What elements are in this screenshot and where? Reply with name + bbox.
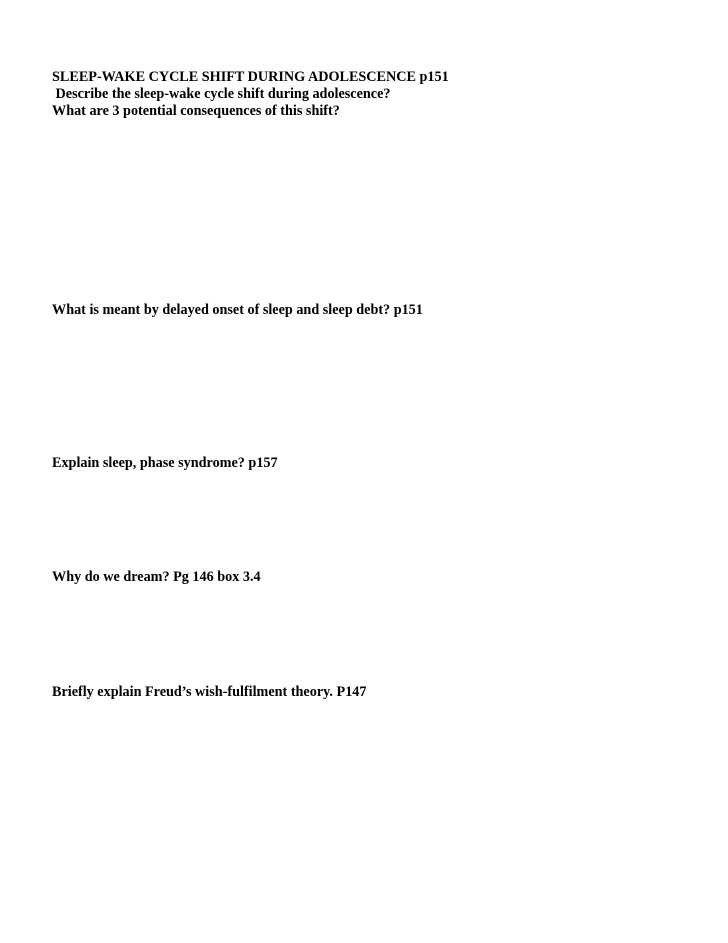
question-consequences: What are 3 potential consequences of this shift? bbox=[52, 103, 340, 119]
question-freud-theory: Briefly explain Freud’s wish-fulfilment theory. P147 bbox=[52, 684, 367, 700]
question-phase-syndrome: Explain sleep, phase syndrome? p157 bbox=[52, 455, 278, 471]
question-delayed-onset: What is meant by delayed onset of sleep and sleep debt? p151 bbox=[52, 302, 423, 318]
section-heading: SLEEP-WAKE CYCLE SHIFT DURING ADOLESCENCE p151 bbox=[52, 69, 449, 85]
question-why-dream: Why do we dream? Pg 146 box 3.4 bbox=[52, 569, 261, 585]
question-describe-shift: Describe the sleep-wake cycle shift during adolescence? bbox=[52, 86, 391, 102]
